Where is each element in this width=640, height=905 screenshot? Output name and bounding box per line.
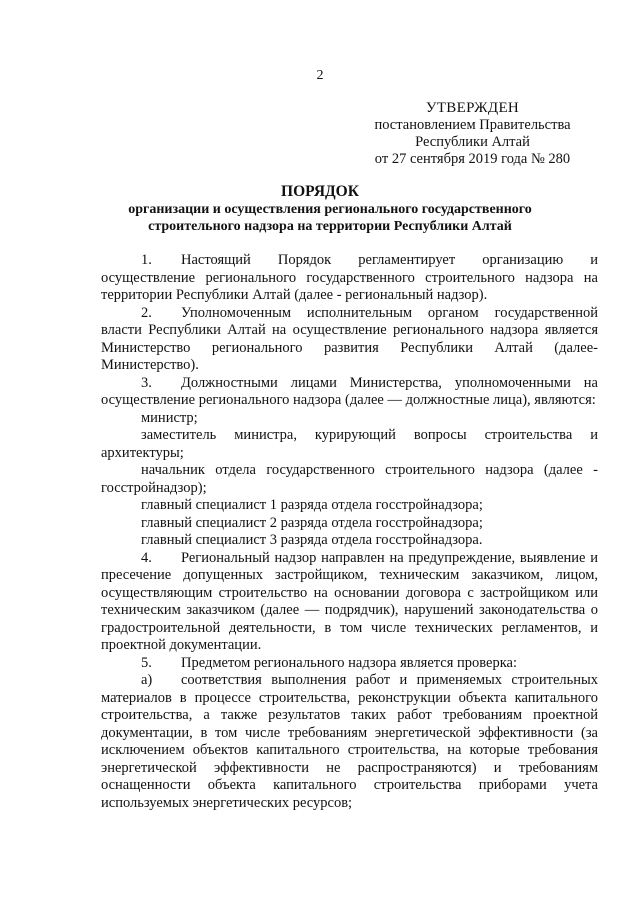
list-item	[101, 462, 598, 497]
approved-line-2: Республики Алтай	[415, 134, 530, 150]
approved-line-3: от 27 сентября 2019 года № 280	[374, 151, 571, 167]
document-subtitle: организации и осуществления регионального государственного строительного надзора на территории Республики Алтай	[128, 202, 532, 234]
paragraph	[101, 655, 598, 673]
paragraph-text: Региональный надзор направлен на предупреждение, выявление и пресечение допущенных застройщиком, техническим заказчиком, лицом, осуществляющим строительство на основании договора с застройщиком или техническим заказчиком (далее — подрядчик), нарушений законодательства о градостроительной деятельности, в том числе технических регламентов, и проектной документации.	[101, 549, 598, 653]
paragraph-number: 2.	[141, 304, 152, 321]
paragraph-text: главный специалист 2 разряда отдела госстройнадзора;	[141, 514, 483, 531]
list-item	[101, 427, 598, 462]
document-title: ПОРЯДОК	[281, 183, 359, 200]
paragraph-text: начальник отдела государственного строительного надзора (далее - госстройнадзор);	[101, 462, 598, 496]
paragraph-text: министр;	[141, 409, 198, 426]
paragraph-number: 3.	[141, 374, 152, 391]
paragraph-number: 1.	[141, 252, 152, 268]
paragraph-text: Должностными лицами Министерства, уполномоченными на осуществление регионального надзора (далее — должностные лица), являются:	[101, 374, 598, 408]
list-item	[101, 515, 598, 533]
document-body	[101, 252, 598, 812]
paragraph-text: Предметом регионального надзора является проверка:	[181, 654, 518, 671]
approval-stamp	[365, 100, 580, 168]
paragraph	[101, 252, 598, 305]
paragraph-text: Уполномоченным исполнительным органом государственной власти Республики Алтай на осуществление регионального надзора является Министерство регионального развития Республики Алтай (далее-Министерство).	[101, 304, 598, 373]
paragraph-text: соответствия выполнения работ и применяемых строительных материалов в процессе строительства, реконструкции объекта капитального строительства, а также результатов таких работ требованиям проектной документации, в том числе требованиям энергетической эффективности (за исключением объектов капитального строительства, на которые требования энергетической эффективности не распространяются) и требованиям оснащенности объекта капитального строительства приборами учета используемых энергетических ресурсов;	[101, 672, 598, 811]
list-item	[101, 497, 598, 515]
paragraph-number: 5.	[141, 654, 152, 671]
paragraph-text: заместитель министра, курирующий вопросы строительства и архитектуры;	[101, 427, 598, 461]
approved-title: УТВЕРЖДЕН	[425, 100, 520, 116]
paragraph-text: главный специалист 3 разряда отдела госстройнадзора.	[141, 532, 483, 548]
page-number: 2	[316, 68, 324, 83]
paragraph-text: главный специалист 1 разряда отдела госстройнадзора;	[141, 497, 483, 513]
list-item	[101, 532, 598, 550]
list-item	[101, 410, 598, 428]
paragraph-text: Настоящий Порядок регламентирует организацию и осуществление регионального государственного строительного надзора на территории Республики Алтай (далее - региональный надзор).	[101, 252, 598, 303]
paragraph	[101, 550, 598, 655]
approved-line-1: постановлением Правительства	[374, 117, 571, 133]
paragraph	[101, 672, 598, 812]
paragraph	[101, 305, 598, 375]
paragraph	[101, 375, 598, 410]
paragraph-number: 4.	[141, 549, 152, 566]
paragraph-number: а)	[141, 672, 153, 688]
